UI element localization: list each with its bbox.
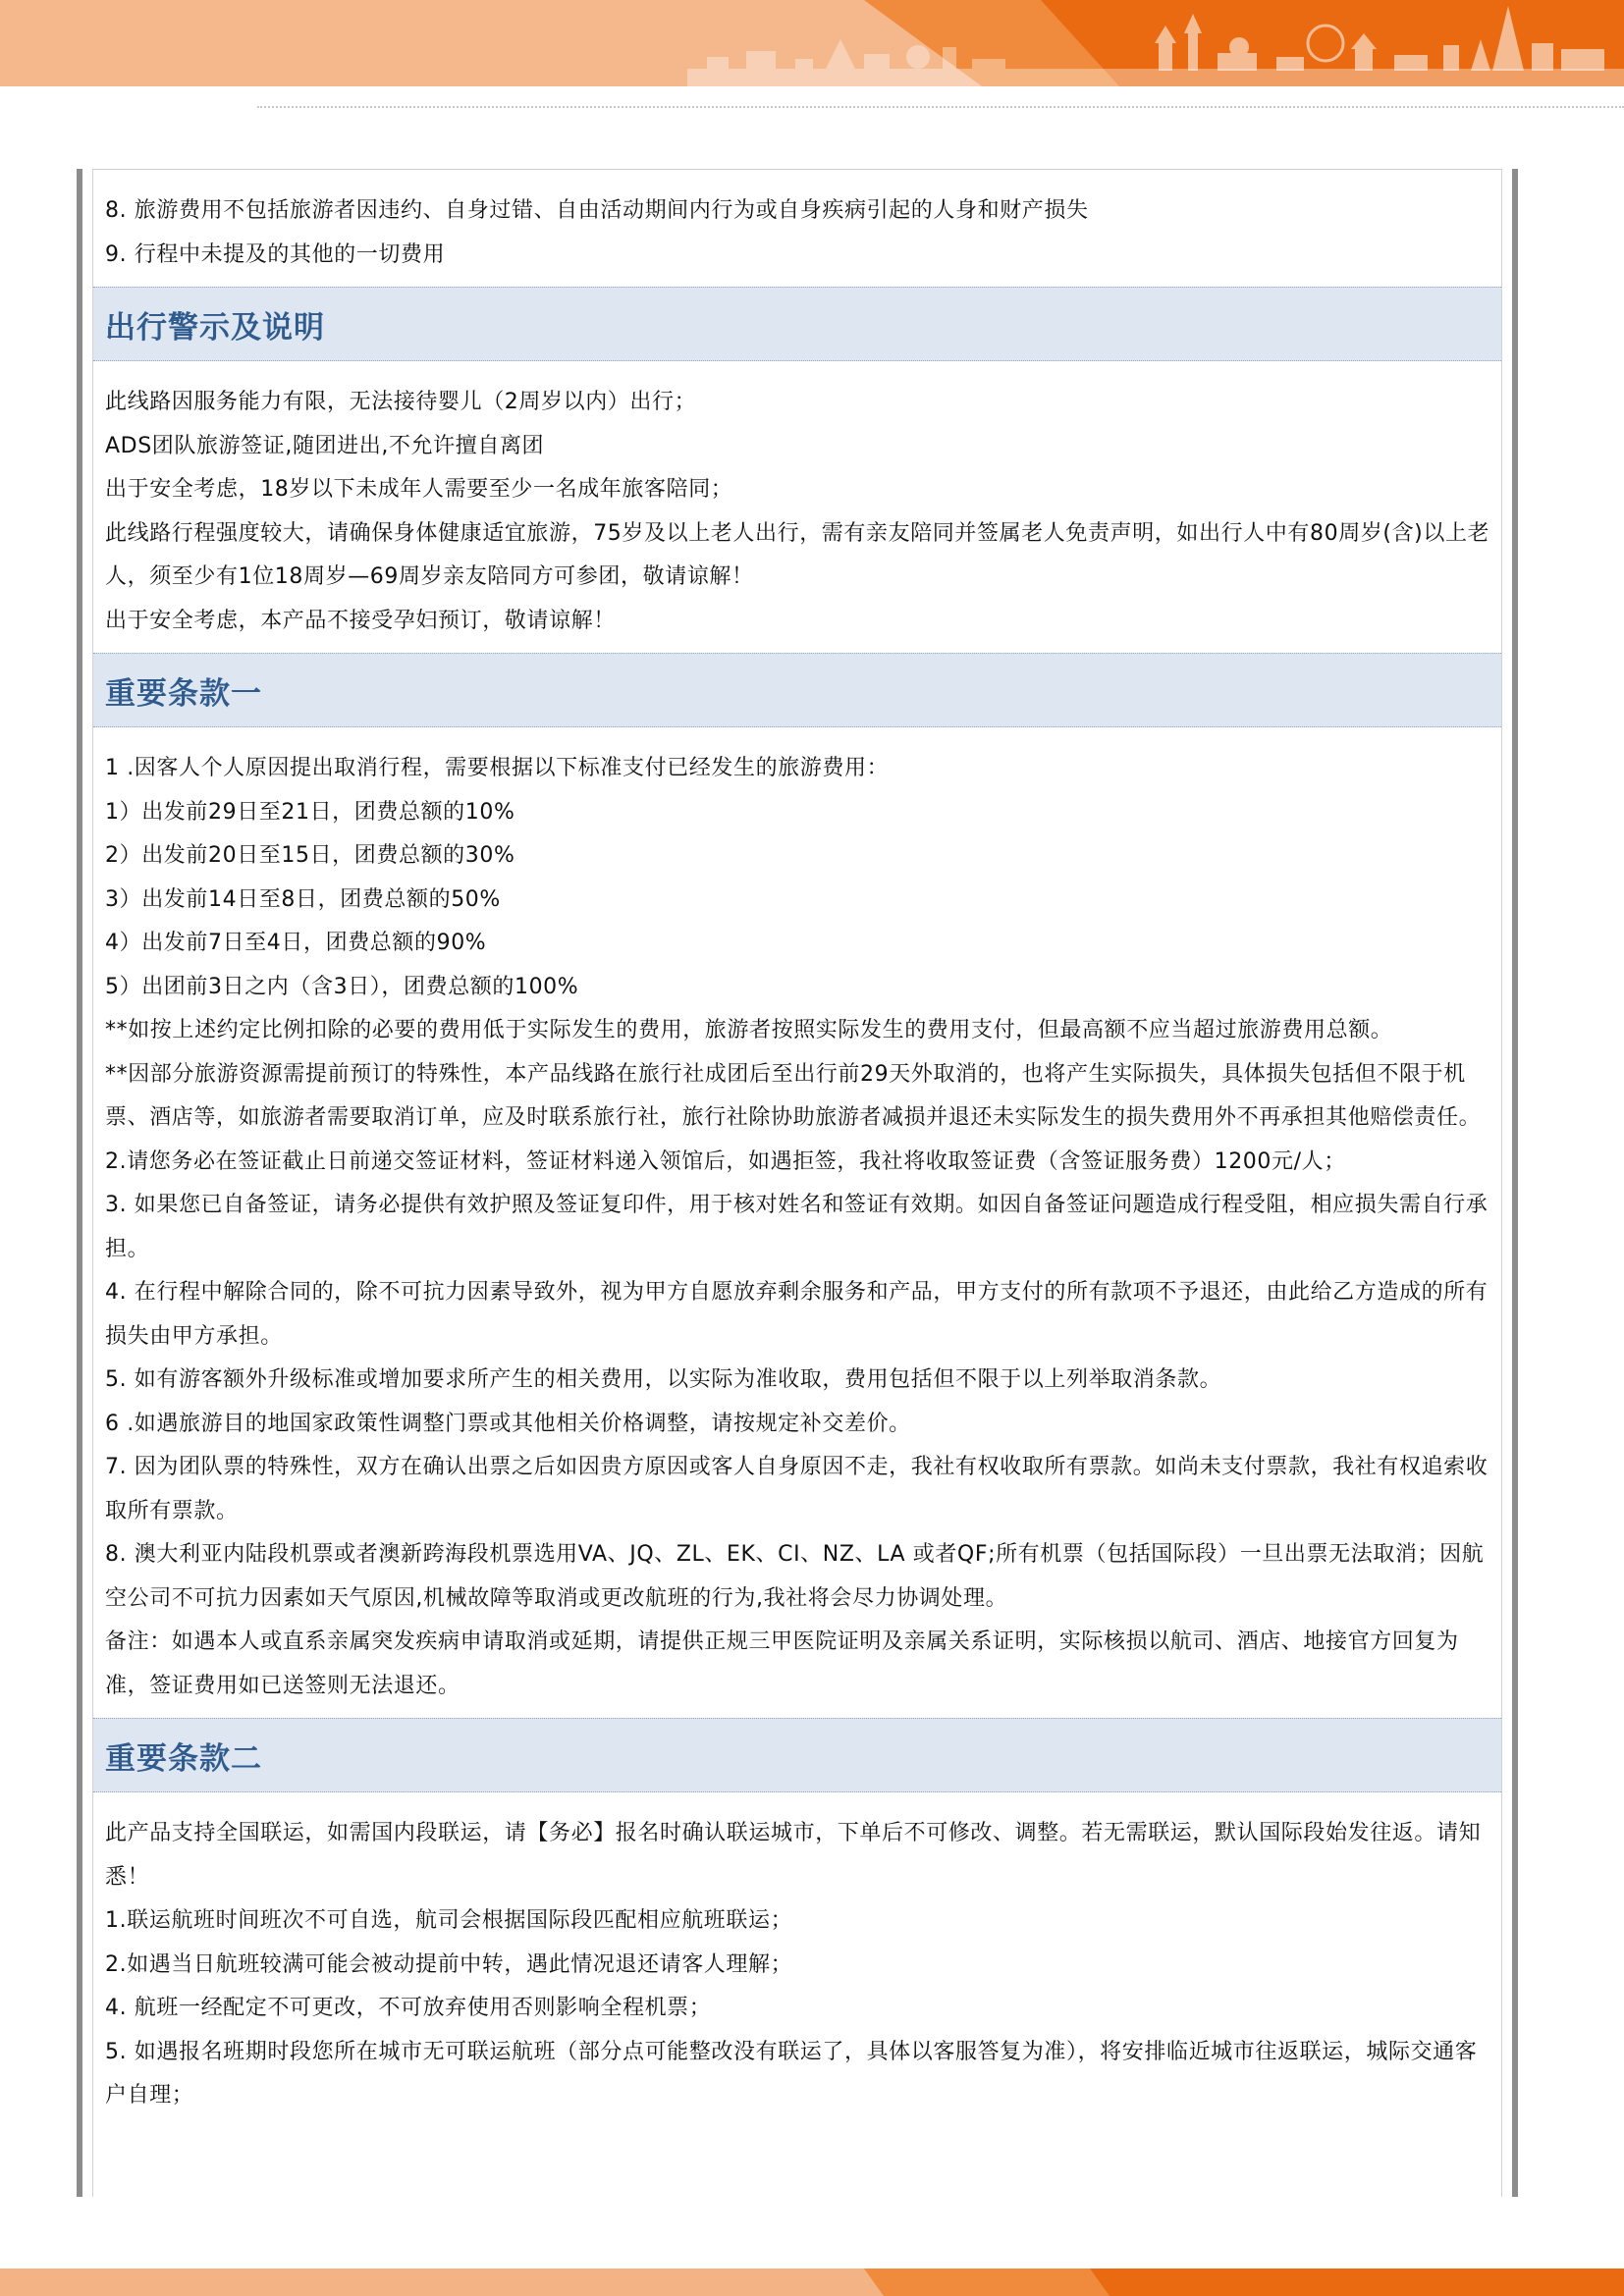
list-item: 1 .因客人个人原因提出取消行程，需要根据以下标准支付已经发生的旅游费用： (105, 756, 890, 780)
list-item: 此线路因服务能力有限，无法接待婴儿（2周岁以内）出行； (105, 390, 697, 414)
list-item: 8. 旅游费用不包括旅游者因违约、自身过错、自由活动期间内行为或自身疾病引起的人身和财产损失 (105, 198, 1089, 223)
list-item: **因部分旅游资源需提前预订的特殊性，本产品线路在旅行社成团后至出行前29天外取消的，也将产生实际损失，具体损失包括但不限于机票、酒店等，如旅游者需要取消订单，应及时联系旅行社，旅行社除协助旅游者减损并退还未实际发生的损失费用外不再承担其他赔偿责任。 (105, 1061, 1482, 1130)
list-item: 5. 如遇报名班期时段您所在城市无可联运航班（部分点可能整改没有联运了，具体以客服答复为准），将安排临近城市往返联运，城际交通客户自理； (105, 2039, 1478, 2108)
terms-one-text (93, 727, 1501, 1718)
list-item: 出于安全考虑，18岁以下未成年人需要至少一名成年旅客陪同； (105, 477, 733, 502)
list-item: 4）出发前7日至4日，团费总额的90% (105, 931, 487, 955)
list-item: 3. 如果您已自备签证，请务必提供有效护照及签证复印件，用于核对姓名和签证有效期。如因自备签证问题造成行程受阻，相应损失需自行承担。 (105, 1193, 1489, 1261)
list-item: 此线路行程强度较大，请确保身体健康适宜旅游，75岁及以上老人出行，需有亲友陪同并签属老人免责声明，如出行人中有80周岁(含)以上老人，须至少有1位18周岁—69周岁亲友陪同方可参团，敬请谅解！ (105, 520, 1490, 589)
header-banner (0, 0, 1624, 86)
list-item: 7. 因为团队票的特殊性，双方在确认出票之后如因贵方原因或客人自身原因不走，我社有权收取所有票款。如尚未支付票款，我社有权追索收取所有票款。 (105, 1455, 1489, 1523)
list-item: 5. 如有游客额外升级标准或增加要求所产生的相关费用，以实际为准收取，费用包括但不限于以上列举取消条款。 (105, 1367, 1222, 1392)
section-title: 出行警示及说明 (105, 309, 325, 346)
list-item: 8. 澳大利亚内陆段机票或者澳新跨海段机票选用VA、JQ、ZL、EK、CI、NZ、LA 或者QF;所有机票（包括国际段）一旦出票无法取消；因航空公司不可抗力因素如天气原因,机械故障等取消或更改航班的行为,我社将会尽力协调处理。 (105, 1542, 1485, 1611)
footer-decoration-icon (0, 2269, 1624, 2296)
fee-exclusions-list (93, 170, 1501, 287)
list-item: 6 .如遇旅游目的地国家政策性调整门票或其他相关价格调整，请按规定补交差价。 (105, 1411, 911, 1436)
list-item: 1.联运航班时间班次不可自选，航司会根据国际段匹配相应航班联运； (105, 1908, 793, 1933)
list-item: **如按上述约定比例扣除的必要的费用低于实际发生的费用，旅游者按照实际发生的费用支付，但最高额不应当超过旅游费用总额。 (105, 1018, 1393, 1042)
terms-two-text (93, 1792, 1501, 2128)
content-panel (92, 169, 1502, 2197)
section-heading-terms-one (93, 653, 1501, 727)
list-item: 2.如遇当日航班较满可能会被动提前中转，遇此情况退还请客人理解； (105, 1951, 793, 1977)
list-item: 2.请您务必在签证截止日前递交签证材料，签证材料递入领馆后，如遇拒签，我社将收取签证费（含签证服务费）1200元/人； (105, 1148, 1346, 1174)
list-item: 3）出发前14日至8日，团费总额的50% (105, 886, 501, 912)
list-item: 4. 航班一经配定不可更改，不可放弃使用否则影响全程机票； (105, 1996, 712, 2020)
list-item: 9. 行程中未提及的其他的一切费用 (105, 241, 446, 267)
list-item: 备注：如遇本人或直系亲属突发疾病申请取消或延期，请提供正规三甲医院证明及亲属关系证明，实际核损以航司、酒店、地接官方回复为准，签证费用如已送签则无法退还。 (105, 1629, 1459, 1698)
content-frame (77, 169, 1518, 2197)
list-item: 1）出发前29日至21日，团费总额的10% (105, 799, 515, 825)
header-divider (257, 106, 1624, 108)
section-title: 重要条款二 (105, 1740, 262, 1777)
list-item: 出于安全考虑，本产品不接受孕妇预订，敬请谅解！ (105, 608, 616, 633)
travel-warning-text (93, 361, 1501, 653)
list-item: 此产品支持全国联运，如需国内段联运，请【务必】报名时确认联运城市，下单后不可修改、调整。若无需联运，默认国际段始发往返。请知悉！ (105, 1821, 1482, 1890)
section-heading-terms-two (93, 1718, 1501, 1792)
footer-band (0, 2269, 1624, 2296)
list-item: 4. 在行程中解除合同的，除不可抗力因素导致外，视为甲方自愿放弃剩余服务和产品，甲方支付的所有款项不予退还，由此给乙方造成的所有损失由甲方承担。 (105, 1280, 1489, 1349)
city-skyline-icon (0, 0, 1624, 86)
list-item: 5）出团前3日之内（含3日），团费总额的100% (105, 974, 579, 999)
section-title: 重要条款一 (105, 675, 262, 712)
section-heading-travel-warning (93, 287, 1501, 361)
list-item: 2）出发前20日至15日，团费总额的30% (105, 843, 515, 868)
list-item: ADS团队旅游签证,随团进出,不允许擅自离团 (105, 433, 545, 458)
